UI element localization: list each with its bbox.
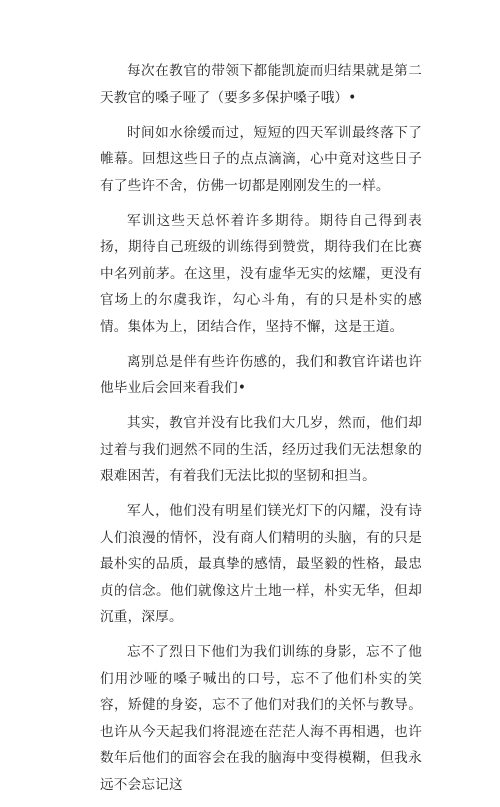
paragraph-7: 忘不了烈日下他们为我们训练的身影，忘不了他们用沙哑的嗓子喊出的口号，忘不了他们朴实的笑容，矫健的身姿，忘不了他们对我们的关怀与教导。也许从今天起我们将混迹在茫茫人海不再相遇，也许数年后他们的面容会在我的脑海中变得模糊，但我永远不会忘记这 — [100, 644, 422, 793]
paragraph-3: 军训这些天总怀着许多期待。期待自己得到表扬，期待自己班级的训练得到赞赏，期待我们在比赛中名列前茅。在这里，没有虚华无实的炫耀，更没有官场上的尔虞我诈，勾心斗角，有的只是朴实的感情。集体为上，团结合作，坚持不懈，这是王道。 — [100, 212, 422, 335]
paragraph-1: 每次在教官的带领下都能凯旋而归结果就是第二天教官的嗓子哑了（要多多保护嗓子哦）• — [100, 63, 422, 106]
paragraph-2: 时间如水徐缓而过，短短的四天军训最终落下了帷幕。回想这些日子的点点滴滴，心中竟对这些日子有了些许不舍，仿佛一切都是刚刚发生的一样。 — [100, 124, 422, 194]
document-body — [100, 58, 422, 807]
paragraph-6: 军人，他们没有明星们镁光灯下的闪耀，没有诗人们浪漫的情怀，没有商人们精明的头脑，有的只是最朴实的品质，最真挚的感情，最坚毅的性格，最忠贞的信念。他们就像这片土地一样，朴实无华，但却沉重，深厚。 — [100, 503, 422, 625]
paragraph-5: 其实，教官并没有比我们大几岁，然而，他们却过着与我们迥然不同的生活，经历过我们无法想象的艰难困苦，有着我们无法比拟的坚韧和担当。 — [100, 415, 422, 484]
paragraph-4: 离别总是伴有些许伤感的，我们和教官许诺也许他毕业后会回来看我们• — [100, 353, 422, 396]
